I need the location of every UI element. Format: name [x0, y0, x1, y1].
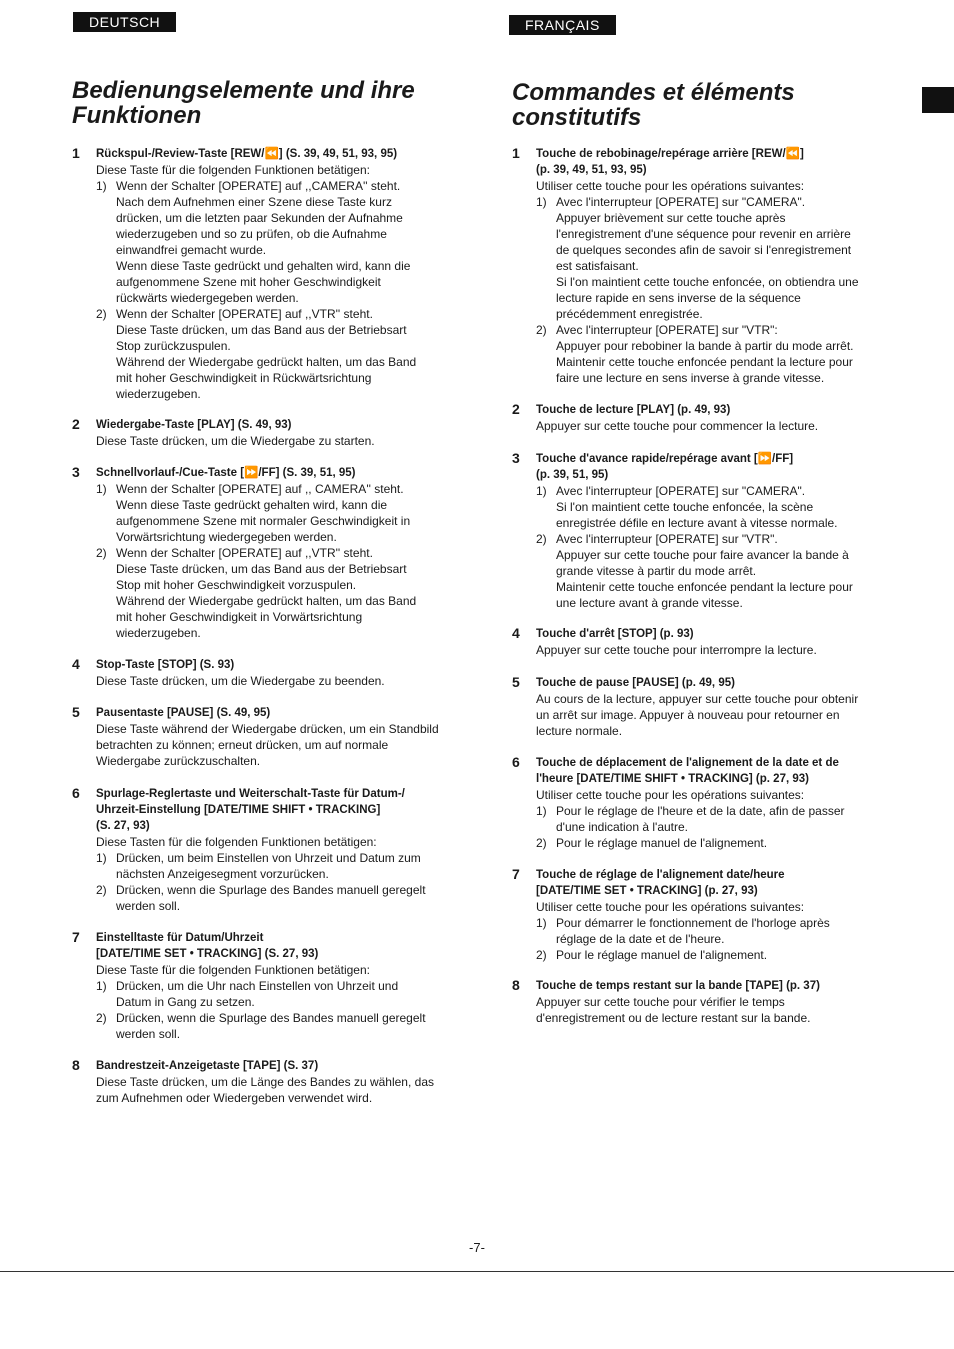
section-title: (p. 39, 49, 51, 93, 95)	[536, 164, 647, 176]
section-title: Touche de déplacement de l'alignement de la date et de	[536, 757, 839, 769]
section-description: Utiliser cette touche pour les opérations suivantes:	[536, 179, 805, 193]
list-item-line: faire une lecture en sens inverse à grande vitesse.	[556, 371, 825, 385]
list-item-body	[556, 915, 874, 947]
list-item-number: 1)	[96, 851, 107, 865]
section-title: Pausentaste [PAUSE] (S. 49, 95)	[96, 707, 271, 719]
section-3	[72, 465, 444, 641]
section-title: Touche de pause [PAUSE] (p. 49, 95)	[536, 677, 735, 689]
section-description: Diese Taste drücken, um die Länge des Bandes zu wählen, das zum Aufnehmen oder Wiedergeben verwendet wird.	[96, 1075, 434, 1105]
list-item-line: Stop mit hoher Geschwindigkeit vorzuspulen.	[116, 578, 357, 592]
list-item-line: lecture rapide en sens inverse de la séquence	[556, 291, 801, 305]
section-1	[512, 146, 874, 386]
list-item-number: 2)	[96, 883, 107, 897]
title-line: Bedienungselemente und ihre	[72, 77, 415, 104]
list-item-body	[116, 545, 444, 641]
list-item	[96, 545, 444, 641]
list-item-number: 2)	[96, 546, 107, 560]
section-description: Diese Taste während der Wiedergabe drücken, um ein Standbild betrachten zu können; erneut drücken, um auf normale Wiedergabe zurückzuschalten.	[96, 722, 439, 768]
list-item-number: 1)	[96, 179, 107, 193]
list-item-line: werden soll.	[116, 899, 181, 913]
section-description: Appuyer sur cette touche pour vérifier le temps d'enregistrement ou de lecture restant sur la bande.	[536, 995, 811, 1025]
section-title: [DATE/TIME SET • TRACKING] (S. 27, 93)	[96, 948, 319, 960]
list-item-body	[556, 803, 874, 835]
column-deutsch	[72, 77, 444, 1105]
list-item-line: Wenn diese Taste gedrückt gehalten wird, kann die	[116, 498, 388, 512]
list-item-line: Maintenir cette touche enfoncée pendant la lecture pour	[556, 355, 853, 369]
list-item	[96, 481, 444, 545]
list-item-body	[116, 306, 444, 402]
list-item	[536, 322, 874, 386]
section-number: 6	[512, 754, 520, 770]
list-item-line: une lecture avant à grande vitesse.	[556, 596, 743, 610]
list-item-line: einwandfrei gemacht wurde.	[116, 243, 267, 257]
section-number: 7	[512, 866, 520, 882]
list-item-body	[556, 531, 874, 611]
section-number: 4	[512, 625, 520, 641]
list-item	[536, 915, 874, 947]
page-number: -7-	[469, 1240, 485, 1255]
section-description: Au cours de la lecture, appuyer sur cette touche pour obtenir un arrêt sur image. Appuyer à nouveau pour retourner en lecture normale.	[536, 692, 859, 738]
list-item-body	[556, 322, 874, 386]
list-item-number: 2)	[536, 323, 547, 337]
list-item	[536, 835, 874, 851]
section-description: Appuyer sur cette touche pour interrompre la lecture.	[536, 643, 817, 657]
language-tab-deutsch: DEUTSCH	[73, 12, 176, 32]
section-number: 4	[72, 656, 80, 672]
list-item-line: wiederzugeben.	[116, 626, 201, 640]
list-item-line: Drücken, um die Uhr nach Einstellen von Uhrzeit und	[116, 979, 399, 993]
section-8	[512, 978, 874, 1026]
list-item-line: Pour le réglage de l'heure et de la date, afin de passer	[556, 804, 845, 818]
section-number: 2	[72, 416, 80, 432]
list-item-line: drücken, um die letzten paar Sekunden der Aufnahme	[116, 211, 403, 225]
section-number: 2	[512, 401, 520, 417]
section-description: Appuyer sur cette touche pour commencer la lecture.	[536, 419, 819, 433]
list-item-line: Avec l'interrupteur [OPERATE] sur "VTR":	[556, 323, 778, 337]
section-number: 1	[512, 145, 520, 161]
section-description: Diese Taste drücken, um die Wiedergabe zu beenden.	[96, 674, 385, 688]
list-item	[96, 850, 444, 882]
list-item-line: Si l'on maintient cette touche enfoncée, on obtiendra une	[556, 275, 859, 289]
list-item-line: Stop zurückzuspulen.	[116, 339, 231, 353]
section-1	[72, 146, 444, 402]
list-item-body	[556, 483, 874, 531]
section-title: [DATE/TIME SET • TRACKING] (p. 27, 93)	[536, 885, 758, 897]
list-item-line: précédemment enregistrée.	[556, 307, 703, 321]
section-description: Diese Tasten für die folgenden Funktionen betätigen:	[96, 835, 377, 849]
list-item	[536, 803, 874, 835]
list-item-line: rückwärts wiedergegeben werden.	[116, 291, 299, 305]
section-number: 1	[72, 145, 80, 161]
title-line: Commandes et éléments	[512, 79, 795, 106]
list-item-body	[116, 178, 444, 306]
list-item-line: Appuyer sur cette touche pour faire avancer la bande à	[556, 548, 849, 562]
list-item-line: Si l'on maintient cette touche enfoncée, la scène	[556, 500, 814, 514]
list-item	[96, 306, 444, 402]
list-item-line: Vorwärtsrichtung wiedergegeben werden.	[116, 530, 337, 544]
list-item-number: 2)	[536, 532, 547, 546]
list-item-line: de quelques secondes afin de savoir si l'enregistrement	[556, 243, 852, 257]
list-item-line: wiederzugeben.	[116, 387, 201, 401]
list-item-line: Drücken, wenn die Spurlage des Bandes manuell geregelt	[116, 883, 426, 897]
page-title-francais	[512, 80, 874, 130]
section-title: Touche d'avance rapide/repérage avant [⏩/FF]	[536, 453, 794, 465]
column-francais	[512, 79, 874, 1025]
list-item-body	[556, 947, 874, 963]
list-item	[536, 947, 874, 963]
list-item-line: nächsten Anzeigesegment vorzurücken.	[116, 867, 329, 881]
list-item-line: mit hoher Geschwindigkeit in Vorwärtsrichtung	[116, 610, 363, 624]
list-item-number: 1)	[536, 916, 547, 930]
section-5	[72, 705, 444, 769]
section-6	[72, 786, 444, 914]
list-item-line: Appuyer pour rebobiner la bande à partir du mode arrêt.	[556, 339, 854, 353]
list-item-line: Wenn diese Taste gedrückt und gehalten wird, kann die	[116, 259, 411, 273]
title-line: Funktionen	[72, 102, 202, 129]
section-8	[72, 1058, 444, 1106]
list-item-line: aufgenommene Szene mit normaler Geschwindigkeit in	[116, 514, 411, 528]
list-item	[96, 178, 444, 306]
section-description: Utiliser cette touche pour les opérations suivantes:	[536, 788, 805, 802]
list-item-line: Während der Wiedergabe gedrückt halten, um das Band	[116, 355, 417, 369]
list-item	[536, 483, 874, 531]
list-item	[96, 882, 444, 914]
list-item-body	[116, 481, 444, 545]
list-item-number: 2)	[96, 1011, 107, 1025]
list-item-line: Drücken, um beim Einstellen von Uhrzeit und Datum zum	[116, 851, 421, 865]
section-number: 7	[72, 929, 80, 945]
section-description: Diese Taste drücken, um die Wiedergabe zu starten.	[96, 434, 375, 448]
list-item-body	[116, 1010, 444, 1042]
list-item-line: Pour le réglage manuel de l'alignement.	[556, 836, 768, 850]
list-item-line: Während der Wiedergabe gedrückt halten, um das Band	[116, 594, 417, 608]
section-7	[72, 930, 444, 1042]
section-description: Diese Taste für die folgenden Funktionen betätigen:	[96, 163, 370, 177]
section-title: (S. 27, 93)	[96, 820, 150, 832]
list-item-line: Wenn der Schalter [OPERATE] auf ,,VTR'' steht.	[116, 546, 373, 560]
list-item-line: Wenn der Schalter [OPERATE] auf ,, CAMERA'' steht.	[116, 482, 404, 496]
section-description: Utiliser cette touche pour les opérations suivantes:	[536, 900, 805, 914]
list-item-line: Avec l'interrupteur [OPERATE] sur "CAMERA".	[556, 484, 806, 498]
list-item-line: Pour le réglage manuel de l'alignement.	[556, 948, 768, 962]
list-item-number: 2)	[536, 836, 547, 850]
list-item-line: Appuyer brièvement sur cette touche après	[556, 211, 786, 225]
list-item-line: wiederzugeben und so zu prüfen, ob die Aufnahme	[116, 227, 387, 241]
list-item-number: 1)	[96, 979, 107, 993]
list-item	[536, 194, 874, 322]
list-item-line: Avec l'interrupteur [OPERATE] sur "CAMERA".	[556, 195, 806, 209]
list-item-line: werden soll.	[116, 1027, 181, 1041]
section-title: Uhrzeit-Einstellung [DATE/TIME SHIFT • TRACKING]	[96, 804, 381, 816]
list-item	[96, 1010, 444, 1042]
section-2	[512, 402, 874, 434]
list-item	[536, 531, 874, 611]
list-item-line: Maintenir cette touche enfoncée pendant la lecture pour	[556, 580, 853, 594]
list-item-line: Pour démarrer le fonctionnement de l'horloge après	[556, 916, 830, 930]
list-item	[96, 978, 444, 1010]
section-number: 5	[72, 704, 80, 720]
section-number: 5	[512, 674, 520, 690]
section-marker	[922, 87, 954, 113]
list-item-number: 1)	[536, 804, 547, 818]
section-title: Touche de rebobinage/repérage arrière [REW/⏪]	[536, 148, 804, 160]
list-item-body	[556, 194, 874, 322]
list-item-line: Avec l'interrupteur [OPERATE] sur "VTR".	[556, 532, 778, 546]
section-5	[512, 675, 874, 739]
page-title-deutsch	[72, 78, 444, 128]
section-title: Rückspul-/Review-Taste [REW/⏪] (S. 39, 49, 51, 93, 95)	[96, 148, 398, 160]
list-item-number: 1)	[536, 195, 547, 209]
list-item-body	[556, 835, 874, 851]
list-item-line: Wenn der Schalter [OPERATE] auf ,,CAMERA'' steht.	[116, 179, 401, 193]
list-item-line: l'enregistrement d'une séquence pour revenir en arrière	[556, 227, 851, 241]
section-number: 6	[72, 785, 80, 801]
section-4	[512, 626, 874, 658]
section-2	[72, 417, 444, 449]
section-6	[512, 755, 874, 851]
section-number: 3	[72, 464, 80, 480]
list-item-line: Drücken, wenn die Spurlage des Bandes manuell geregelt	[116, 1011, 426, 1025]
section-title: l'heure [DATE/TIME SHIFT • TRACKING] (p. 27, 93)	[536, 773, 809, 785]
section-title: Wiedergabe-Taste [PLAY] (S. 49, 93)	[96, 419, 292, 431]
list-item-body	[116, 850, 444, 882]
footer-rule	[0, 1271, 954, 1272]
section-4	[72, 657, 444, 689]
section-description: Diese Taste für die folgenden Funktionen betätigen:	[96, 963, 370, 977]
list-item-line: enregistrée défile en lecture avant à vitesse normale.	[556, 516, 838, 530]
section-number: 3	[512, 450, 520, 466]
list-item-number: 2)	[536, 948, 547, 962]
list-item-line: est satisfaisant.	[556, 259, 639, 273]
list-item-line: Diese Taste drücken, um das Band aus der Betriebsart	[116, 323, 407, 337]
section-title: Schnellvorlauf-/Cue-Taste [⏩/FF] (S. 39, 51, 95)	[96, 467, 356, 479]
list-item-line: d'une indication à l'autre.	[556, 820, 689, 834]
section-title: Einstelltaste für Datum/Uhrzeit	[96, 932, 264, 944]
section-number: 8	[72, 1057, 80, 1073]
list-item-line: réglage de la date et de l'heure.	[556, 932, 725, 946]
section-title: Bandrestzeit-Anzeigetaste [TAPE] (S. 37)	[96, 1060, 319, 1072]
list-item-line: grande vitesse à partir du mode arrêt.	[556, 564, 757, 578]
section-7	[512, 867, 874, 963]
list-item-line: Nach dem Aufnehmen einer Szene diese Taste kurz	[116, 195, 392, 209]
list-item-number: 1)	[96, 482, 107, 496]
section-title: Touche de réglage de l'alignement date/heure	[536, 869, 785, 881]
section-title: Spurlage-Reglertaste und Weiterschalt-Taste für Datum-/	[96, 788, 405, 800]
language-tab-francais: FRANÇAIS	[509, 15, 616, 35]
title-line: constitutifs	[512, 104, 642, 131]
section-3	[512, 451, 874, 611]
section-title: Touche de temps restant sur la bande [TAPE] (p. 37)	[536, 980, 820, 992]
section-number: 8	[512, 977, 520, 993]
section-title: (p. 39, 51, 95)	[536, 469, 609, 481]
list-item-line: Diese Taste drücken, um das Band aus der Betriebsart	[116, 562, 407, 576]
list-item-line: Wenn der Schalter [OPERATE] auf ,,VTR'' steht.	[116, 307, 373, 321]
list-item-number: 1)	[536, 484, 547, 498]
list-item-line: Datum in Gang zu setzen.	[116, 995, 255, 1009]
section-title: Touche d'arrêt [STOP] (p. 93)	[536, 628, 694, 640]
list-item-line: mit hoher Geschwindigkeit in Rückwärtsrichtung	[116, 371, 372, 385]
list-item-line: aufgenommene Szene mit hoher Geschwindigkeit	[116, 275, 381, 289]
list-item-body	[116, 978, 444, 1010]
section-title: Stop-Taste [STOP] (S. 93)	[96, 659, 235, 671]
list-item-body	[116, 882, 444, 914]
section-title: Touche de lecture [PLAY] (p. 49, 93)	[536, 404, 731, 416]
list-item-number: 2)	[96, 307, 107, 321]
